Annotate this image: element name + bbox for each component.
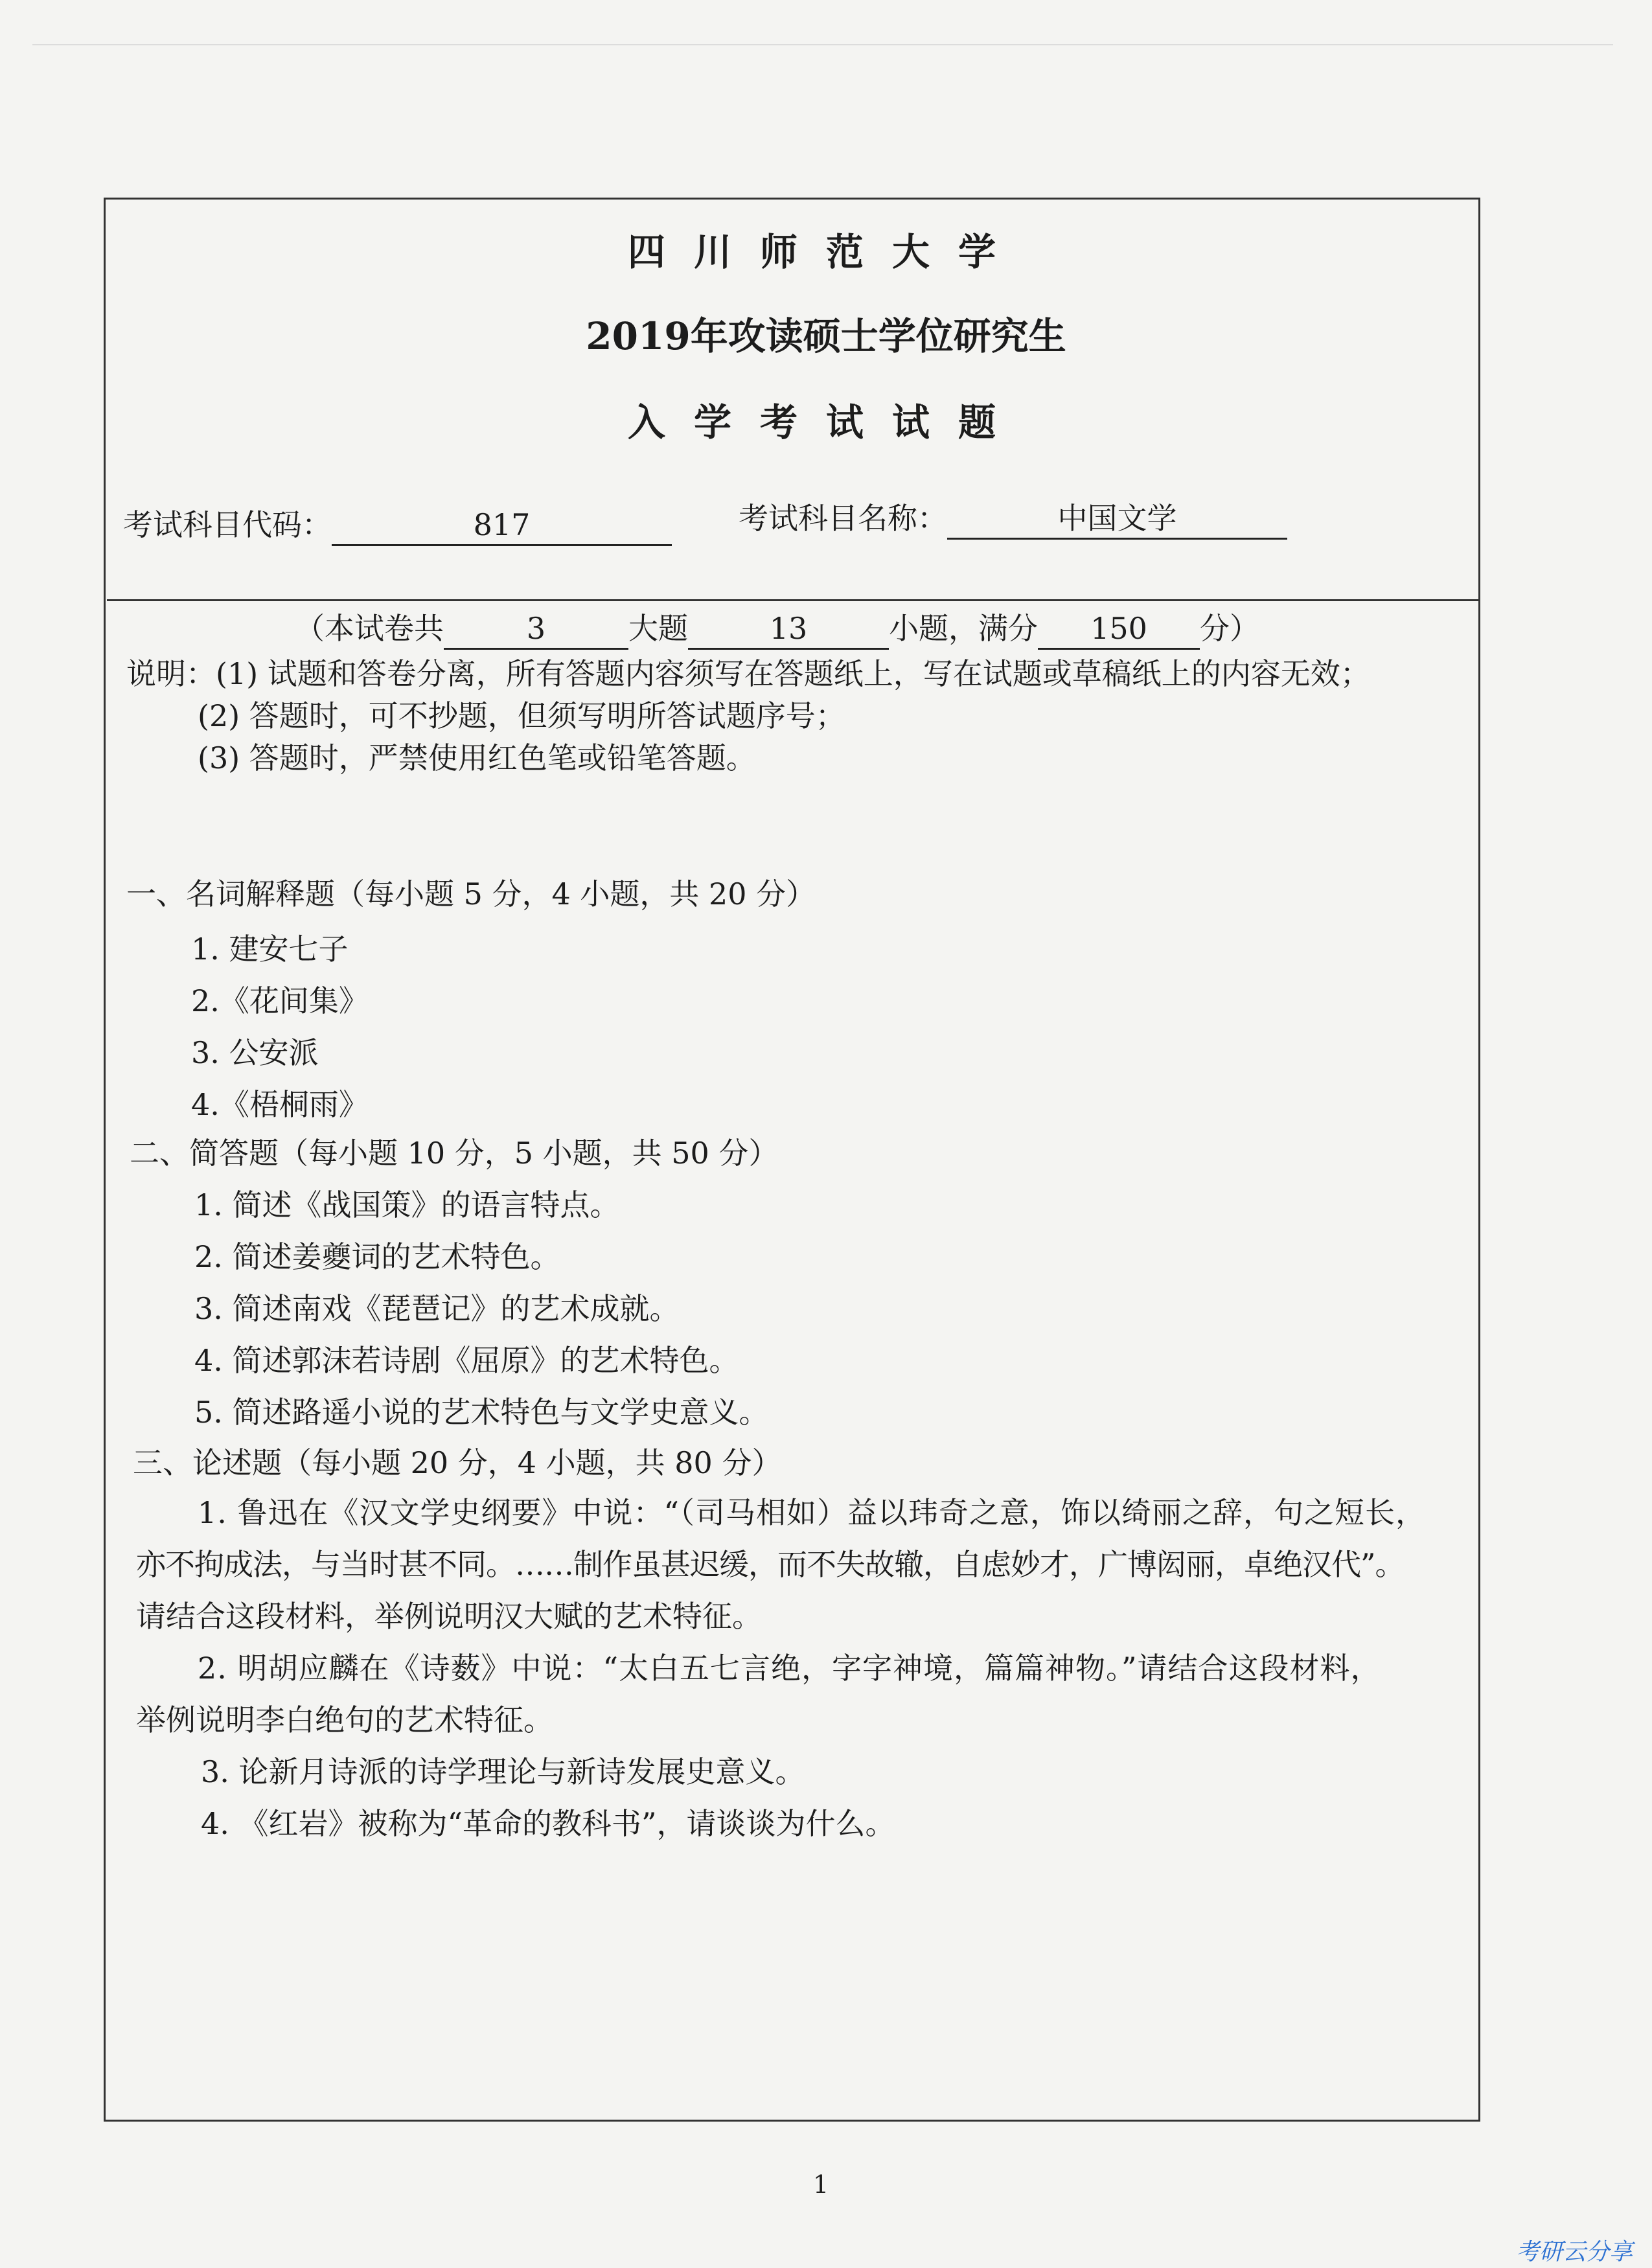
section-heading: 一、名词解释题（每小题 5 分，4 小题，共 20 分） xyxy=(126,876,816,911)
instruction-line: (2) 答题时，可不抄题，但须写明所答试题序号； xyxy=(198,698,845,733)
subject-name-value: 中国文学 xyxy=(947,499,1287,540)
question-item: 2. 简述姜夔词的艺术特色。 xyxy=(194,1239,560,1274)
summary-small-count: 13 xyxy=(688,609,889,650)
instruction-line: (3) 答题时，严禁使用红色笔或铅笔答题。 xyxy=(198,740,756,775)
question-item: 4. 《红岩》被称为“革命的教科书”，请谈谈为什么。 xyxy=(201,1806,895,1841)
question-item: 5. 简述路遥小说的艺术特色与文学史意义。 xyxy=(194,1395,769,1430)
paper-summary xyxy=(295,609,1259,650)
summary-big-label: 大题 xyxy=(628,611,688,646)
exam-title: 2019年攻读硕士学位研究生 xyxy=(586,314,1066,358)
question-continuation: 请结合这段材料，举例说明汉大赋的艺术特征。 xyxy=(136,1599,762,1634)
question-item: 2.《花间集》 xyxy=(191,983,369,1018)
summary-small-label: 小题，满分 xyxy=(889,611,1038,646)
question-continuation: 举例说明李白绝句的艺术特征。 xyxy=(136,1702,553,1737)
watermark: 考研云分享 xyxy=(1516,2239,1633,2265)
question-item: 4. 简述郭沫若诗剧《屈原》的艺术特色。 xyxy=(194,1343,739,1378)
question-item: 1. 简述《战国策》的语言特点。 xyxy=(194,1187,620,1222)
question-item: 1. 鲁迅在《汉文学史纲要》中说：“（司马相如）益以玮奇之意，饰以绮丽之辞，句之短长， xyxy=(198,1495,1427,1530)
university-title: 四川师范大学 xyxy=(627,230,1024,274)
subject-code-value: 817 xyxy=(332,505,672,546)
question-item: 2. 明胡应麟在《诗薮》中说：“太白五七言绝，字字神境，篇篇神物。”请结合这段材料， xyxy=(198,1651,1381,1686)
exam-subtitle: 入学考试试题 xyxy=(627,400,1024,444)
instruction-line: 说明：(1) 试题和答卷分离，所有答题内容须写在答题纸上，写在试题或草稿纸上的内容无效； xyxy=(126,656,1370,691)
summary-prefix: （本试卷共 xyxy=(295,611,444,646)
subject-name-row xyxy=(739,499,1287,540)
summary-big-count: 3 xyxy=(444,609,628,650)
subject-code-row xyxy=(123,505,672,546)
subject-code-label: 考试科目代码： xyxy=(123,507,332,542)
section-heading: 三、论述题（每小题 20 分，4 小题，共 80 分） xyxy=(133,1445,782,1480)
question-item: 3. 论新月诗派的诗学理论与新诗发展史意义。 xyxy=(201,1754,805,1789)
frame-separator xyxy=(107,599,1480,601)
summary-suffix: 分） xyxy=(1200,611,1259,646)
question-item: 3. 公安派 xyxy=(191,1035,319,1070)
top-rule xyxy=(32,44,1613,45)
subject-name-label: 考试科目名称： xyxy=(739,501,947,536)
page-number: 1 xyxy=(813,2170,829,2199)
section-heading: 二、简答题（每小题 10 分，5 小题，共 50 分） xyxy=(130,1136,779,1171)
question-item: 1. 建安七子 xyxy=(191,932,349,967)
question-item: 4.《梧桐雨》 xyxy=(191,1087,369,1122)
question-item: 3. 简述南戏《琵琶记》的艺术成就。 xyxy=(194,1291,680,1326)
summary-score: 150 xyxy=(1038,609,1200,650)
question-continuation: 亦不拘成法，与当时甚不同。……制作虽甚迟缓，而不失故辙，自虑妙才，广博闳丽，卓绝汉代”。 xyxy=(136,1547,1405,1582)
